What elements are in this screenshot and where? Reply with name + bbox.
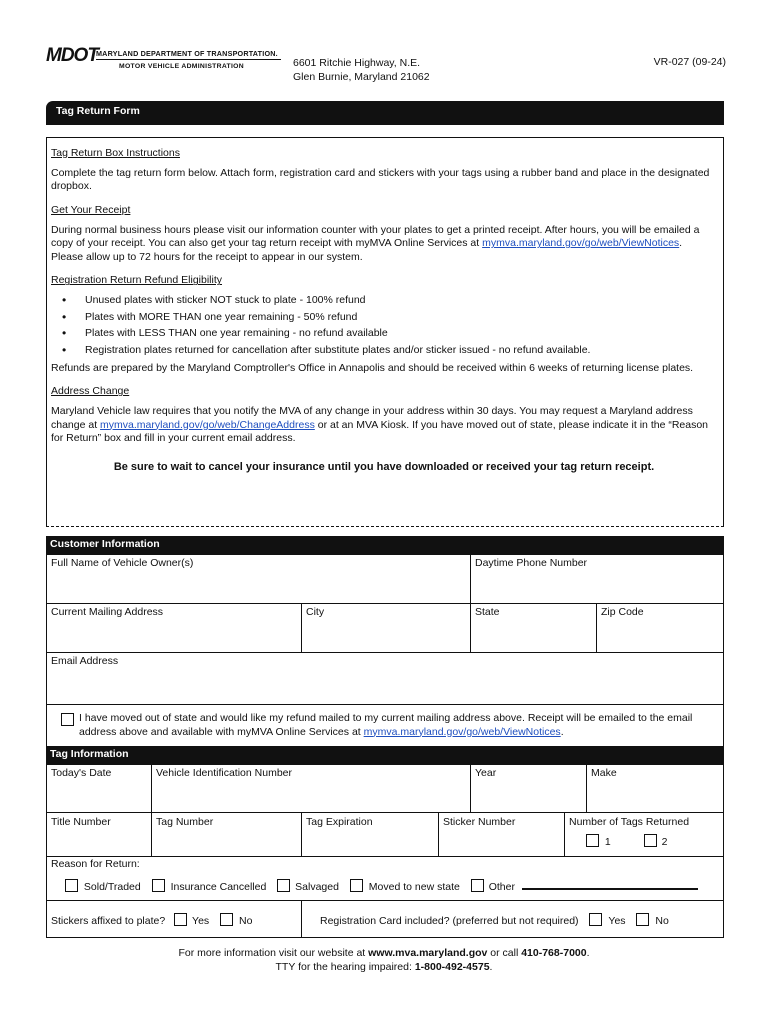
list-item: • Registration plates returned for cancellation after substitute plates and/or sticker issued - no refund available. [51, 344, 717, 358]
email-field[interactable]: Email Address [46, 653, 724, 705]
stickers-yes-checkbox[interactable] [174, 913, 187, 926]
salvaged-checkbox[interactable] [277, 879, 290, 892]
footer-text: For more information visit our website at [178, 947, 369, 959]
receipt-heading: Get Your Receipt [51, 203, 131, 216]
page-header [46, 44, 726, 88]
refund-list [51, 294, 717, 358]
customer-info-heading: Customer Information [46, 536, 724, 555]
year-field[interactable]: Year [470, 765, 587, 813]
list-item: • Plates with MORE THAN one year remaining - 50% refund [51, 311, 717, 325]
reg-card-question: Registration Card included? (preferred but not required) [320, 915, 579, 927]
moved-state-checkbox[interactable] [350, 879, 363, 892]
moved-text-part1: I have moved out of state and would like my refund mailed to my current mailing address above. Receipt will be emailed to the email address above and available with myMVA Online Services at [79, 712, 693, 738]
make-field[interactable]: Make [586, 765, 724, 813]
moved-out-text [79, 712, 692, 738]
list-item: • Unused plates with sticker NOT stuck to plate - 100% refund [51, 294, 717, 308]
vin-field[interactable]: Vehicle Identification Number [151, 765, 471, 813]
address-change-heading: Address Change [51, 385, 130, 398]
mva-address [293, 56, 430, 84]
page-footer [0, 946, 768, 974]
address-text-part2: or at an MVA Kiosk. If you have moved out of state, please indicate it in the “Reason for Return” box and fill in your current email address. [51, 418, 709, 445]
footer-text: or call [487, 947, 522, 959]
reg-card-yes-checkbox[interactable] [589, 913, 602, 926]
title-number-field[interactable]: Title Number [46, 813, 152, 857]
zip-field[interactable]: Zip Code [596, 604, 724, 653]
phone-number: 410-768-7000 [521, 947, 587, 959]
other-input-line[interactable] [522, 881, 698, 890]
stickers-yes-label: Yes [192, 915, 210, 927]
num-tags-1-label: 1 [604, 835, 611, 848]
owner-name-field[interactable]: Full Name of Vehicle Owner(s) [46, 555, 471, 604]
form-number: VR-027 (09-24) [653, 56, 726, 68]
footer-line-2 [0, 960, 768, 974]
mdot-logo [46, 44, 286, 74]
stickers-no-checkbox[interactable] [220, 913, 233, 926]
change-address-link[interactable]: mymva.maryland.gov/go/web/ChangeAddress [100, 418, 315, 431]
list-item: • Plates with LESS THAN one year remaining - no refund available [51, 327, 717, 341]
state-field[interactable]: State [470, 604, 597, 653]
refund-text: Refunds are prepared by the Maryland Comptroller's Office in Annapolis and should be received within 6 weeks of returning license plates. [51, 361, 694, 374]
address-line-1: 6601 Ritchie Highway, N.E. [293, 57, 421, 69]
receipt-text-part2: . Please allow up to 72 hours for the receipt to appear in our system. [51, 237, 683, 263]
num-tags-label: Number of Tags Returned [569, 816, 690, 828]
num-tags-2-checkbox[interactable] [644, 834, 657, 847]
view-notices-link[interactable]: mymva.maryland.gov/go/web/ViewNotices [482, 237, 680, 250]
dept-name: MARYLAND DEPARTMENT OF TRANSPORTATION. [96, 49, 278, 58]
tag-info-heading: Tag Information [46, 747, 724, 765]
stickers-no-label: No [239, 915, 253, 927]
instructions-box [46, 137, 724, 527]
num-tags-1-checkbox[interactable] [586, 834, 599, 847]
insurance-cancelled-checkbox[interactable] [152, 879, 165, 892]
other-checkbox[interactable] [471, 879, 484, 892]
address-line-2: Glen Burnie, Maryland 21062 [293, 71, 430, 83]
insurance-warning: Be sure to wait to cancel your insurance until you have downloaded or received your tag return receipt. [113, 460, 655, 473]
reason-row [46, 857, 724, 901]
footer-line-1 [0, 946, 768, 960]
reason-label: Reason for Return: [51, 858, 140, 870]
tag-return-form [46, 536, 724, 938]
city-field[interactable]: City [301, 604, 471, 653]
moved-state-label: Moved to new state [368, 880, 460, 893]
moved-out-checkbox[interactable] [61, 713, 74, 726]
stickers-row [46, 901, 302, 938]
receipt-text-part1: During normal business hours please visit our information counter with your plates to get a printed receipt. After hours, you will be emailed a copy of your receipt. You can also get your tag return receipt with myMVA Online Services at [51, 223, 700, 250]
todays-date-field[interactable]: Today's Date [46, 765, 152, 813]
refund-heading: Registration Return Refund Eligibility [51, 274, 222, 287]
tag-number-field[interactable]: Tag Number [151, 813, 302, 857]
form-title: Tag Return Form [46, 101, 724, 125]
logo-rule [96, 59, 281, 60]
address-change-text [51, 405, 717, 446]
stickers-question: Stickers affixed to plate? [51, 915, 166, 927]
address-text-part1: Maryland Vehicle law requires that you notify the MVA of any change in your address within 30 days. You may request a Maryland address change at [51, 404, 693, 431]
num-tags-2-label: 2 [661, 835, 668, 848]
phone-field[interactable]: Daytime Phone Number [470, 555, 724, 604]
sold-traded-label: Sold/Traded [83, 880, 141, 893]
reg-card-no-checkbox[interactable] [636, 913, 649, 926]
mdot-logo-mark: MDOT [46, 45, 98, 66]
insurance-cancelled-label: Insurance Cancelled [170, 880, 267, 893]
footer-text: . [489, 961, 493, 973]
tty-number: 1-800-492-4575 [414, 961, 490, 973]
receipt-text [51, 224, 717, 265]
moved-text-part2: . [560, 725, 564, 738]
salvaged-label: Salvaged [295, 880, 339, 893]
tag-expiration-field[interactable]: Tag Expiration [301, 813, 439, 857]
box-instructions-text: Complete the tag return form below. Attach form, registration card and stickers with your tags using a rubber band and place in the designated dropbox. [51, 166, 710, 193]
reg-card-no-label: No [655, 915, 669, 927]
reg-card-yes-label: Yes [608, 915, 626, 927]
cut-line [46, 526, 724, 527]
footer-text: . [586, 947, 590, 959]
footer-text: TTY for the hearing impaired: [275, 961, 415, 973]
moved-view-notices-link[interactable]: mymva.maryland.gov/go/web/ViewNotices [363, 725, 561, 738]
reg-card-row [301, 901, 724, 938]
sold-traded-checkbox[interactable] [65, 879, 78, 892]
website-link[interactable]: www.mva.maryland.gov [368, 947, 488, 959]
mailing-address-field[interactable]: Current Mailing Address [46, 604, 302, 653]
mva-name: MOTOR VEHICLE ADMINISTRATION [119, 63, 244, 70]
num-tags-cell [564, 813, 724, 857]
moved-out-row [46, 705, 724, 747]
box-instructions-heading: Tag Return Box Instructions [51, 147, 180, 159]
sticker-number-field[interactable]: Sticker Number [438, 813, 565, 857]
other-label: Other [488, 880, 515, 893]
